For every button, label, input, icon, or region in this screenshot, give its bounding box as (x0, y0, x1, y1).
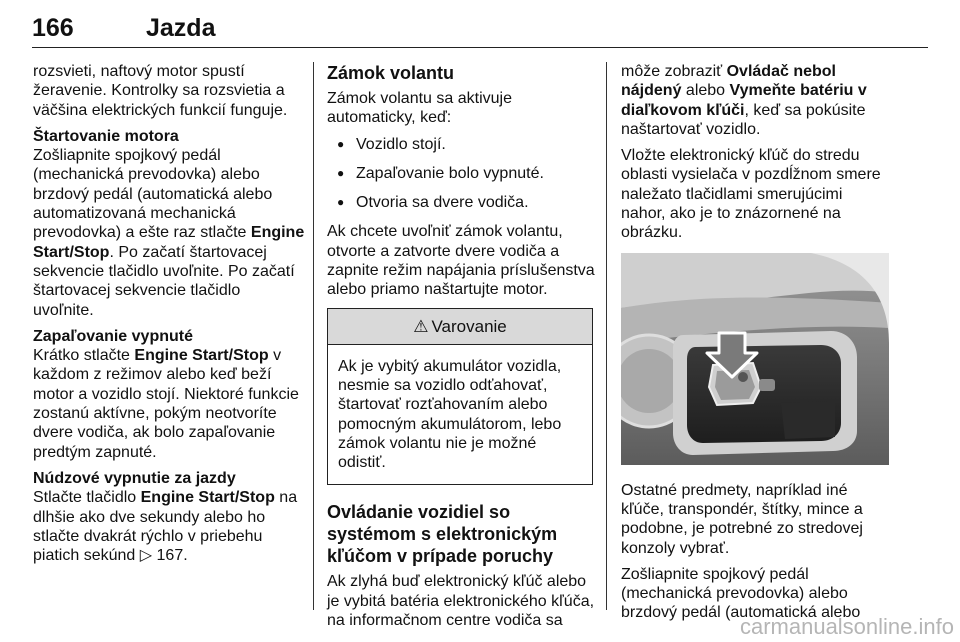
warning-box (327, 308, 593, 486)
list-item: ● Vozidlo stojí. (327, 135, 595, 154)
page-reference-link[interactable]: 167. (156, 547, 188, 565)
steering-lock-intro: Zámok volantu sa aktivuje automaticky, keď: (327, 90, 512, 127)
column-2 (327, 62, 595, 637)
steering-lock-heading: Zámok volantu (327, 63, 455, 83)
column-divider (606, 62, 607, 610)
ignition-off-section (33, 327, 305, 462)
engine-start-stop-label: Engine Start/Stop (140, 489, 275, 507)
warning-title: Varovanie (431, 316, 507, 336)
paragraph-text: môže zobraziť (621, 63, 723, 80)
start-engine-heading: Štartovanie motora (33, 127, 179, 145)
start-engine-section (33, 127, 305, 320)
emergency-off-section (33, 469, 305, 565)
list-item: ● Otvoria sa dvere vodiča. (327, 193, 595, 212)
steering-lock-conditions (327, 135, 595, 213)
emergency-off-text-cont: na dlhšie ako dve sekundy alebo ho stlačte dvakrát rýchlo v priebehu piatich sekúnd (33, 489, 298, 565)
emergency-off-text: Stlačte tlačidlo (33, 489, 137, 507)
page-header (32, 8, 928, 48)
list-item: ● Zapaľovanie bolo vypnuté. (327, 164, 595, 183)
fault-paragraph: Ak zlyhá buď elektronický kľúč alebo je vybitá batéria elektronického kľúča, na informačnom centre vodiča sa (327, 573, 595, 630)
warning-text: Ak je vybitý akumulátor vozidla, nesmie sa vozidlo odťahovať, štartovať rozťahovaním alebo pomocným akumulátorom, lebo zámok volantu nie je možné odistiť. (338, 357, 562, 472)
unlock-paragraph: Ak chcete uvoľniť zámok volantu, otvorte a zatvorte dvere vodiča a zapnite režim napájania príslušenstva alebo priamo naštartujte motor. (327, 223, 595, 299)
start-engine-text-cont: . Po začatí štartovacej sekvencie tlačidlo uvoľnite. Po začatí štartovacej sekvencie tlačidlo uvoľnite. (33, 243, 295, 319)
ignition-off-text-cont: v každom z režimov alebo keď beží motor a vozidlo stojí. Niektoré funkcie zostanú aktívne, pokým neotvoríte dvere vodiča, ak bolo zapaľovanie predtým zapnuté. (33, 347, 299, 461)
column-1 (33, 62, 305, 572)
ignition-off-heading: Zapaľovanie vypnuté (33, 327, 193, 345)
fault-heading: Ovládanie vozidiel so systémom s elektronickým kľúčom v prípade poruchy (327, 502, 558, 567)
section-title: Jazda (146, 14, 216, 42)
paragraph-text: alebo (681, 82, 730, 100)
display-message-paragraph (621, 62, 889, 139)
warning-triangle-icon: ⚠ (413, 316, 429, 336)
engine-start-stop-label: Engine Start/Stop (33, 224, 305, 261)
message-replace-battery: Vymeňte batériu v diaľkovom kľúči (621, 82, 867, 119)
column-divider (313, 62, 314, 610)
engine-start-stop-label: Engine Start/Stop (134, 347, 269, 365)
emergency-off-heading: Núdzové vypnutie za jazdy (33, 469, 236, 487)
ignition-off-text: Krátko stlačte (33, 347, 130, 365)
watermark: carmanualsonline.info (739, 614, 954, 639)
page-number: 166 (32, 14, 74, 42)
insert-key-paragraph: Vložte elektronický kľúč do stredu oblasti vysielača v pozdĺžnom smere naležato tlačidlami smerujúcimi nahor, ako je to znázornené na obrázku. (621, 147, 881, 242)
column-3 (621, 62, 889, 630)
start-engine-text: Zošliapnite spojkový pedál (mechanická prevodovka) alebo brzdový pedál (automatická alebo automatizovaná mechanická prevodovka) a ešte raz stlačte (33, 147, 273, 242)
message-key-not-found: Ovládač nebol nájdený (621, 63, 836, 100)
paragraph-text: , keď sa pokúsite naštartovať vozidlo. (621, 101, 866, 138)
pedal-paragraph: Zošliapnite spojkový pedál (mechanická prevodovka) alebo brzdový pedál (automatická alebo (621, 565, 861, 622)
page-reference-icon: ▷ (139, 547, 153, 565)
intro-paragraph: rozsvieti, naftový motor spustí žeravenie. Kontrolky sa rozsvietia a väčšina elektrických funkcií funguje. (33, 63, 288, 119)
other-items-paragraph: Ostatné predmety, napríklad iné kľúče, transpondér, štítky, mince a podobne, je potrebné zo stredovej konzoly vybrať. (621, 481, 863, 557)
warning-header (328, 309, 592, 345)
key-in-console-photo (621, 253, 889, 465)
